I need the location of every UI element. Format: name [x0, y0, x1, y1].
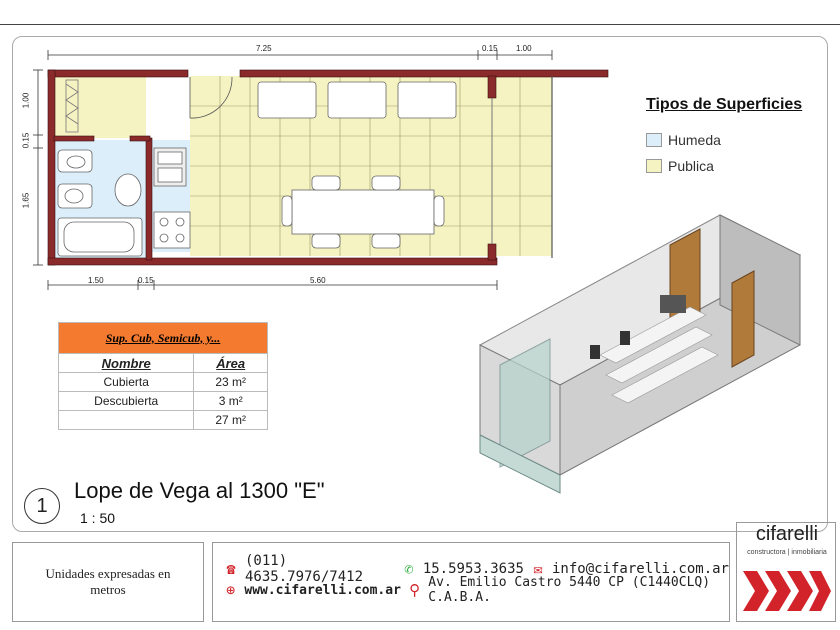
area-table-header: Sup. Cub, Semicub, y... — [59, 323, 268, 354]
dim-left-1: 1.00 — [21, 92, 31, 109]
table-row — [59, 392, 268, 411]
whatsapp-icon: ✆ — [404, 560, 414, 578]
contact-phone[interactable]: (011) 4635.7976/7412 — [245, 553, 364, 585]
legend-swatch-publica — [646, 159, 662, 173]
brand-chevron-logo — [741, 563, 833, 619]
contact-row-2 — [223, 575, 729, 605]
contact-box — [212, 542, 730, 622]
isometric-3d-view — [470, 205, 830, 495]
area-table-col-area: Área — [194, 354, 268, 373]
view-title: Lope de Vega al 1300 "E" — [74, 478, 325, 503]
globe-icon: ⊕ — [226, 581, 236, 599]
units-note-box — [12, 542, 204, 622]
units-note: Unidades expresadas en metros — [45, 566, 171, 597]
dim-top-2: 0.15 — [482, 44, 498, 53]
area-row-value: 3 m² — [194, 392, 268, 411]
contact-email[interactable]: info@cifarelli.com.ar — [551, 561, 729, 577]
area-table — [58, 322, 268, 430]
area-row-name: Descubierta — [59, 392, 194, 411]
legend-item-humeda — [646, 132, 721, 148]
dim-bottom-3: 5.60 — [310, 276, 326, 285]
email-icon: ✉ — [533, 560, 543, 578]
dim-left-3: 1.65 — [21, 192, 31, 209]
view-number: 1 — [24, 488, 60, 524]
legend-item-publica — [646, 158, 714, 174]
dim-top-3: 1.00 — [516, 44, 532, 53]
contact-web[interactable]: www.cifarelli.com.ar — [244, 582, 401, 598]
area-total-value: 27 m² — [194, 411, 268, 430]
dim-bottom-2: 0.15 — [138, 276, 154, 285]
brand-tagline: constructora | inmobiliaria — [747, 549, 827, 556]
brand-logo-text: cifarelli — [755, 523, 819, 545]
phone-icon: ☎ — [226, 560, 236, 578]
shelves — [258, 82, 456, 118]
location-pin-icon: ⚲ — [409, 581, 421, 599]
legend-swatch-humeda — [646, 133, 662, 147]
area-total-label — [59, 411, 194, 430]
dim-bottom-1: 1.50 — [88, 276, 104, 285]
view-scale: 1 : 50 — [80, 510, 116, 526]
legend-label-publica: Publica — [668, 158, 714, 174]
table-row — [59, 373, 268, 392]
brand-box — [736, 522, 836, 622]
legend-label-humeda: Humeda — [668, 132, 721, 148]
contact-address: Av. Emilio Castro 5440 CP (C1440CLQ) C.A.B.A. — [428, 575, 711, 605]
area-table-col-name: Nombre — [59, 354, 194, 373]
area-row-name: Cubierta — [59, 373, 194, 392]
table-row-total — [59, 411, 268, 430]
dim-top-1: 7.25 — [256, 44, 272, 53]
area-row-value: 23 m² — [194, 373, 268, 392]
dim-left-2: 0.15 — [21, 132, 31, 149]
legend-title: Tipos de Superficies — [646, 96, 803, 113]
contact-whatsapp[interactable]: 15.5953.3635 — [422, 561, 524, 577]
